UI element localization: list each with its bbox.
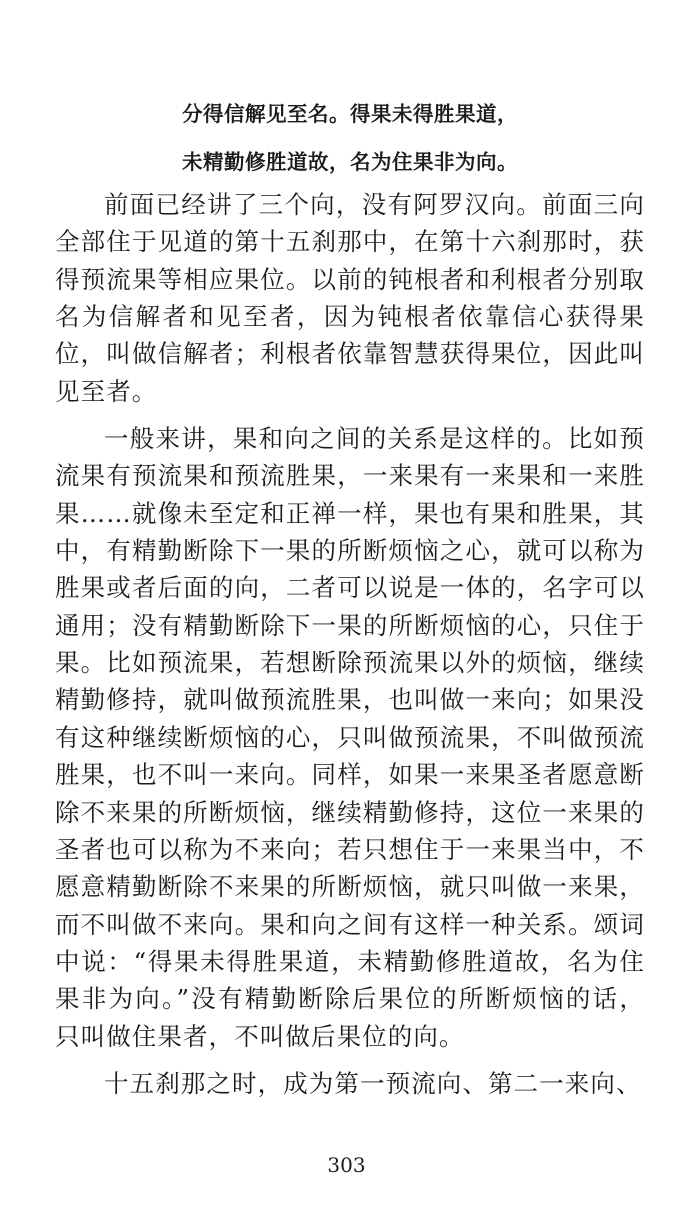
verse-line-2: 未精勤修胜道故，名为住果非为向。: [182, 150, 518, 174]
paragraph-2: 一般来讲，果和向之间的关系是这样的。比如预流果有预流果和预流胜果，一来果有一来果和一来胜果……就像未至定和正禅一样，果也有果和胜果，其中，有精勤断除下一果的所断烦恼之心，就可以称为胜果或者后面的向，二者可以说是一体的，名字可以通用；没有精勤断除下一果的所断烦恼的心，只住于果。比如预流果，若想断除预流果以外的烦恼，继续精勤修持，就叫做预流胜果，也叫做一来向；如果没有这种继续断烦恼的心，只叫做预流果，不叫做预流胜果，也不叫一来向。同样，如果一来果圣者愿意断除不来果的所断烦恼，继续精勤修持，这位一来果的圣者也可以称为不来向；若只想住于一来果当中，不愿意精勤断除不来果的所断烦恼，就只叫做一来果，而不叫做不来向。果和向之间有这样一种关系。颂词中说：“得果未得胜果道，未精勤修胜道故，名为住果非为向。”没有精勤断除后果位的所断烦恼的话，只叫做住果者，不叫做后果位的向。: [55, 424, 645, 1051]
page-number: 303: [327, 1153, 366, 1177]
paragraph-3: 十五刹那之时，成为第一预流向、第二一来向、: [104, 1068, 642, 1098]
page-content: [55, 98, 645, 1102]
verse-line-1: 分得信解见至名。得果未得胜果道，: [182, 102, 518, 126]
body-text: [55, 186, 645, 1102]
paragraph-1: 前面已经讲了三个向，没有阿罗汉向。前面三向全部住于见道的第十五刹那中，在第十六刹那时，获得预流果等相应果位。以前的钝根者和利根者分别取名为信解者和见至者，因为钝根者依靠信心获得果位，叫做信解者；利根者依靠智慧获得果位，因此叫见至者。: [55, 190, 645, 406]
